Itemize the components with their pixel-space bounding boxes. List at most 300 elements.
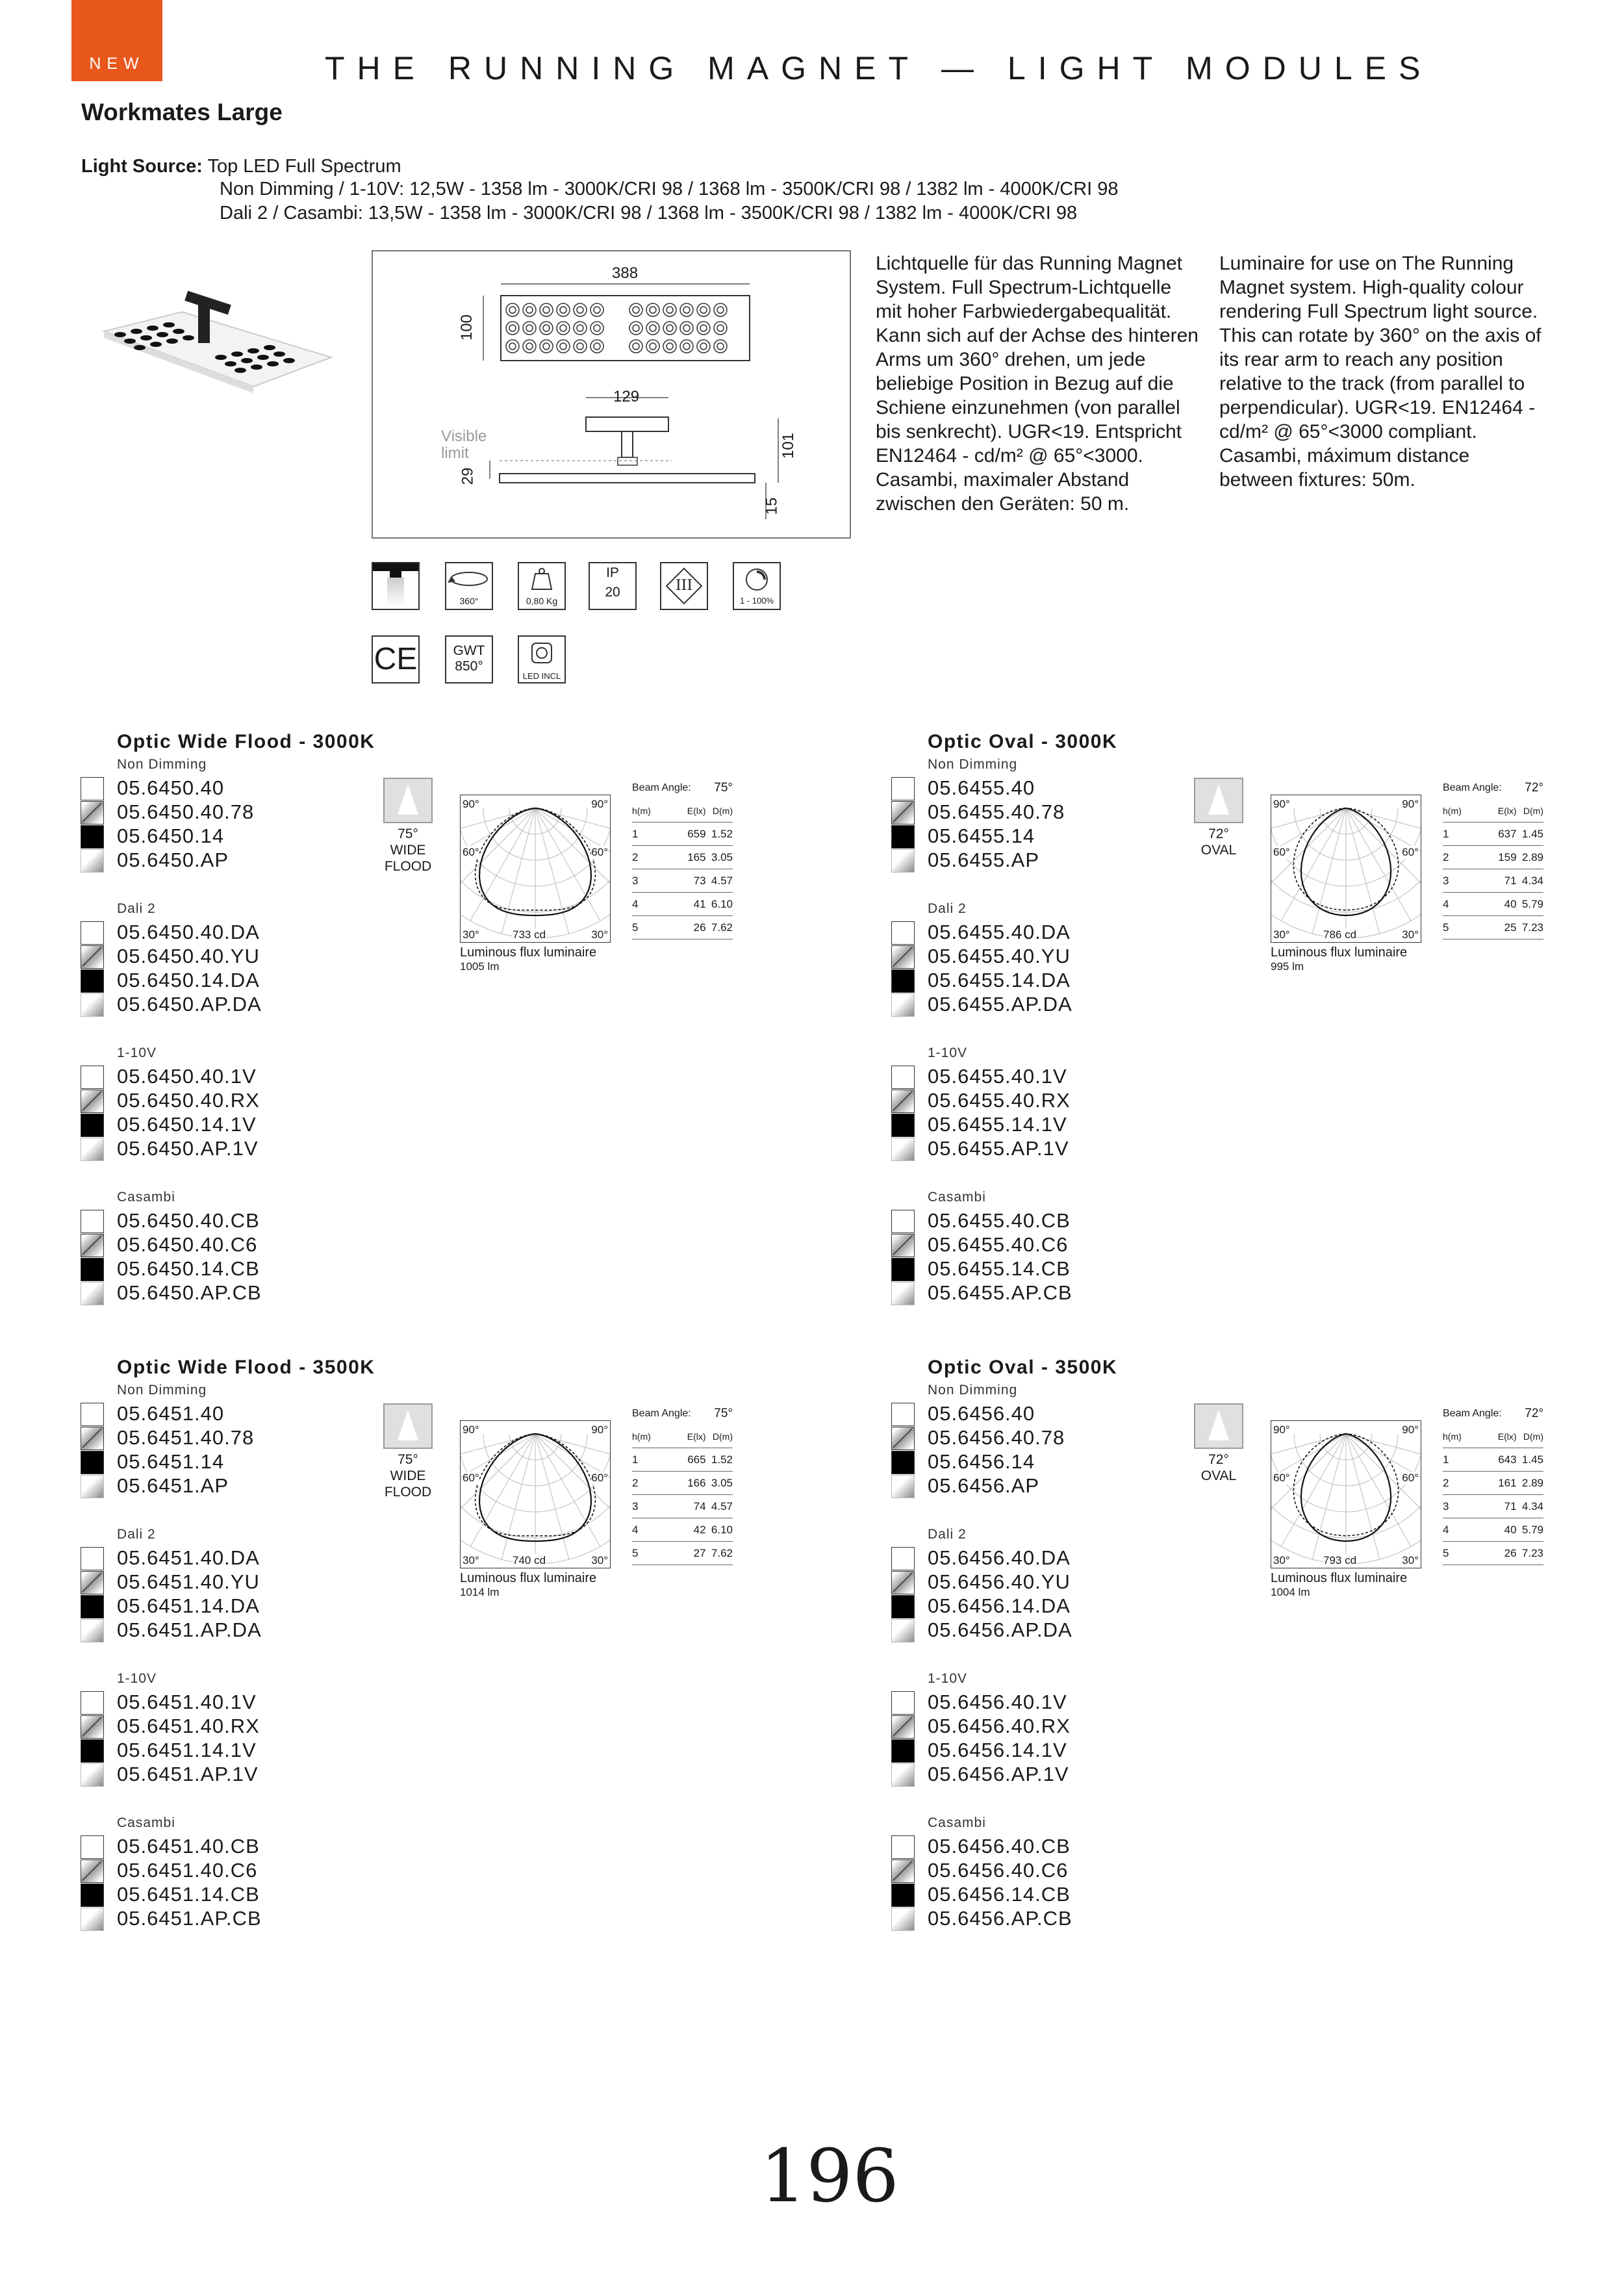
- beam-angle-label: Beam Angle:: [632, 1407, 691, 1419]
- beam-angle-value: 75°: [714, 780, 733, 795]
- finish-swatch-white: [891, 1691, 915, 1715]
- beam-table-row: [1443, 893, 1543, 916]
- beam-table-header: h(m): [632, 799, 669, 823]
- article-code: 05.6456.40.C6: [928, 1859, 1069, 1882]
- beam-table: [632, 776, 733, 939]
- beam-table-header: E(lx): [1480, 1425, 1517, 1448]
- article-code: 05.6451.40.1V: [117, 1691, 257, 1713]
- article-code: 05.6456.14.1V: [928, 1739, 1067, 1761]
- beam-table-cell: 165: [669, 846, 706, 869]
- polar-grid-ray: [535, 808, 610, 842]
- finish-swatch-grad: [81, 1908, 104, 1931]
- beam-table-cell: 2: [1443, 846, 1480, 869]
- luminous-flux: [1271, 945, 1407, 973]
- optic-label: [1180, 826, 1258, 858]
- article-code: 05.6451.40.78: [117, 1426, 255, 1449]
- finish-swatch-black: [81, 825, 104, 849]
- luminous-flux-label: Luminous flux luminaire: [1271, 945, 1408, 960]
- beam-table-cell: 2.89: [1517, 846, 1543, 869]
- finish-swatch-grad: [81, 1138, 104, 1161]
- article-code: 05.6451.40.CB: [117, 1835, 260, 1858]
- finish-swatch-black: [891, 1451, 915, 1474]
- luminous-flux: [460, 1571, 596, 1599]
- article-code: 05.6455.14.CB: [928, 1257, 1071, 1280]
- group-label: Dali 2: [117, 901, 156, 916]
- beam-table-cell: 3: [632, 869, 669, 893]
- gwt-value: 850°: [455, 659, 483, 674]
- beam-table-row: [1443, 1495, 1543, 1518]
- dim-arm: 129: [613, 388, 640, 405]
- article-code: 05.6456.40.RX: [928, 1715, 1071, 1737]
- article-code: 05.6455.40.RX: [928, 1089, 1071, 1112]
- optic-label: [1180, 1451, 1258, 1484]
- beam-table-cell: 1: [1443, 1448, 1480, 1472]
- article-code: 05.6450.40.YU: [117, 945, 260, 967]
- article-code: 05.6455.40: [928, 776, 1035, 799]
- article-code: 05.6450.40: [117, 776, 225, 799]
- finish-swatch-grad: [891, 1138, 915, 1161]
- finish-swatch-grad: [891, 1282, 915, 1305]
- beam-table-cell: 166: [669, 1472, 706, 1495]
- finish-swatch-chrome: [81, 1090, 104, 1113]
- article-code: 05.6455.14: [928, 824, 1035, 847]
- beam-table-cell: 73: [669, 869, 706, 893]
- optic-icon: [1194, 778, 1243, 823]
- beam-table-cell: 7.23: [1517, 916, 1543, 939]
- polar-diagram: [1271, 1420, 1421, 1568]
- polar-angle-30-left: 30°: [1273, 1554, 1290, 1566]
- beam-table-cell: 1: [1443, 823, 1480, 846]
- beam-angle-value: 72°: [1525, 780, 1543, 795]
- beam-table-cell: 6.10: [706, 893, 733, 916]
- article-code: 05.6456.14.DA: [928, 1594, 1071, 1617]
- polar-diagram-svg: [1271, 795, 1421, 941]
- article-code: 05.6456.40: [928, 1402, 1035, 1425]
- luminous-flux-label: Luminous flux luminaire: [460, 945, 597, 960]
- page-title: THE RUNNING MAGNET — LIGHT MODULES: [325, 50, 1433, 86]
- beam-table-cell: 3: [1443, 869, 1480, 893]
- finish-swatch-white: [81, 921, 104, 945]
- polar-diagram: [460, 795, 611, 943]
- beam-table-header: D(m): [1517, 1425, 1543, 1448]
- visible-limit-line1: Visible: [441, 428, 487, 445]
- finish-swatch-white: [891, 1066, 915, 1089]
- ip-label: IP: [606, 565, 619, 580]
- article-code: 05.6456.AP.DA: [928, 1618, 1072, 1641]
- article-code: 05.6450.14.1V: [117, 1113, 257, 1136]
- beam-table-row: [632, 1542, 733, 1565]
- finish-swatch-grad: [81, 1763, 104, 1787]
- polar-angle-30-right: 30°: [1402, 1554, 1419, 1566]
- beam-table-header: D(m): [1517, 799, 1543, 823]
- polar-diagram: [1271, 795, 1421, 943]
- article-code: 05.6450.AP.DA: [117, 993, 262, 1016]
- polar-angle-90-left: 90°: [463, 1424, 479, 1436]
- beam-table-cell: 659: [669, 823, 706, 846]
- article-code: 05.6451.40.YU: [117, 1570, 260, 1593]
- polar-angle-60-left: 60°: [1273, 1472, 1290, 1484]
- class-label: III: [675, 578, 693, 594]
- finish-swatch-black: [81, 1451, 104, 1474]
- beam-table-cell: 2: [632, 846, 669, 869]
- article-code: 05.6455.14.DA: [928, 969, 1071, 991]
- finish-swatch-black: [81, 1114, 104, 1137]
- finish-swatch-white: [891, 1547, 915, 1570]
- group-label: Dali 2: [117, 1527, 156, 1542]
- finish-swatch-white: [891, 1210, 915, 1233]
- finish-swatch-grad: [891, 1908, 915, 1931]
- gwt-icon: [445, 635, 493, 683]
- article-code: 05.6456.AP.1V: [928, 1763, 1069, 1785]
- finish-swatch-grad: [891, 1475, 915, 1498]
- finish-swatch-chrome: [81, 1427, 104, 1450]
- polar-diagram-svg: [1271, 1421, 1421, 1567]
- group-label: 1-10V: [928, 1671, 968, 1686]
- finish-swatch-white: [891, 1403, 915, 1426]
- dim-height: 100: [458, 314, 476, 341]
- finish-swatch-black: [891, 825, 915, 849]
- beam-table-cell: 1.52: [706, 823, 733, 846]
- beam-table-cell: 161: [1480, 1472, 1517, 1495]
- beam-table-cell: 1.45: [1517, 1448, 1543, 1472]
- luminous-flux: [1271, 1571, 1407, 1599]
- beam-table-cell: 4: [1443, 893, 1480, 916]
- finish-swatch-chrome: [891, 1715, 915, 1739]
- beam-table-cell: 7.62: [706, 1542, 733, 1565]
- beam-table-cell: 4.34: [1517, 1495, 1543, 1518]
- article-code: 05.6451.14.1V: [117, 1739, 257, 1761]
- rotate-label: 360°: [459, 596, 479, 606]
- beam-table-cell: 5.79: [1517, 1518, 1543, 1542]
- article-code: 05.6451.AP: [117, 1474, 229, 1497]
- finish-swatch-chrome: [81, 945, 104, 969]
- article-code: 05.6456.14.CB: [928, 1883, 1071, 1906]
- beam-table-header: E(lx): [1480, 799, 1517, 823]
- luminous-flux: [460, 945, 596, 973]
- finish-swatch-chrome: [891, 1090, 915, 1113]
- optic-degree: 75°: [398, 826, 418, 841]
- beam-table-header: h(m): [1443, 1425, 1480, 1448]
- beam-table-cell: 6.10: [706, 1518, 733, 1542]
- beam-table-cell: 1.45: [1517, 823, 1543, 846]
- beam-table-cell: 637: [1480, 823, 1517, 846]
- group-label: Non Dimming: [117, 1383, 207, 1398]
- article-code: 05.6455.40.C6: [928, 1233, 1069, 1256]
- beam-table-row: [1443, 869, 1543, 893]
- product-photo: [91, 286, 338, 409]
- polar-angle-90-left: 90°: [463, 798, 479, 810]
- polar-grid-ray: [461, 1434, 535, 1468]
- luminous-flux-value: 1005 lm: [460, 960, 500, 973]
- finish-swatch-chrome: [891, 1859, 915, 1883]
- beam-table-row: [632, 1448, 733, 1472]
- beam-table-cell: 2.89: [1517, 1472, 1543, 1495]
- beam-table-row: [632, 1518, 733, 1542]
- finish-swatch-grad: [891, 1619, 915, 1642]
- optic-name-2: FLOOD: [384, 1485, 432, 1500]
- beam-table-cell: 5: [632, 1542, 669, 1565]
- polar-angle-90-right: 90°: [591, 1424, 608, 1436]
- group-label: 1-10V: [928, 1045, 968, 1060]
- article-code: 05.6456.14: [928, 1450, 1035, 1473]
- beam-table-cell: 1: [632, 823, 669, 846]
- light-source-nondim: Non Dimming / 1-10V: 12,5W - 1358 lm - 3000K/CRI 98 / 1368 lm - 3500K/CRI 98 / 1382 lm - 4000K/CRI 98: [220, 179, 1119, 199]
- article-code: 05.6451.AP.DA: [117, 1618, 262, 1641]
- polar-grid-ray: [461, 808, 535, 842]
- article-code: 05.6450.14.CB: [117, 1257, 260, 1280]
- polar-angle-90-left: 90°: [1273, 1424, 1290, 1436]
- polar-angle-60-right: 60°: [1402, 846, 1419, 858]
- group-label: Dali 2: [928, 901, 967, 916]
- polar-max-intensity: 793 cd: [1323, 1554, 1357, 1566]
- article-code: 05.6450.AP.1V: [117, 1137, 259, 1160]
- finish-swatch-chrome: [891, 1427, 915, 1450]
- finish-swatch-black: [891, 969, 915, 993]
- finish-swatch-grad: [891, 993, 915, 1017]
- polar-diagram-svg: [461, 1421, 610, 1567]
- finish-swatch-white: [81, 777, 104, 800]
- beam-table-cell: 643: [1480, 1448, 1517, 1472]
- article-code: 05.6456.AP: [928, 1474, 1040, 1497]
- article-code: 05.6451.40.RX: [117, 1715, 260, 1737]
- finish-swatch-grad: [891, 1763, 915, 1787]
- beam-table-cell: 41: [669, 893, 706, 916]
- beam-table-row: [632, 823, 733, 846]
- luminous-flux-value: 995 lm: [1271, 960, 1304, 973]
- article-code: 05.6455.40.1V: [928, 1065, 1067, 1088]
- article-code: 05.6455.AP: [928, 849, 1040, 871]
- finish-swatch-black: [81, 1258, 104, 1281]
- article-code: 05.6450.40.78: [117, 800, 255, 823]
- article-code: 05.6450.40.1V: [117, 1065, 257, 1088]
- beam-angle-label: Beam Angle:: [1443, 1407, 1502, 1419]
- beam-table-cell: 4: [1443, 1518, 1480, 1542]
- beam-table-cell: 7.23: [1517, 1542, 1543, 1565]
- polar-diagram-svg: [461, 795, 610, 941]
- finish-swatch-chrome: [81, 1234, 104, 1257]
- beam-table-row: [1443, 823, 1543, 846]
- dim-offset: 29: [459, 467, 477, 485]
- section-title: Optic Oval - 3000K: [928, 731, 1118, 752]
- polar-max-intensity: 786 cd: [1323, 928, 1357, 941]
- beam-table-header: h(m): [632, 1425, 669, 1448]
- beam-angle-label: Beam Angle:: [632, 782, 691, 793]
- light-source: [81, 155, 401, 179]
- beam-table: [1443, 776, 1543, 939]
- beam-table-cell: 25: [1480, 916, 1517, 939]
- optic-icon: [383, 1403, 433, 1449]
- polar-max-intensity: 740 cd: [513, 1554, 546, 1566]
- article-code: 05.6455.40.78: [928, 800, 1065, 823]
- optic-name: OVAL: [1200, 843, 1237, 858]
- article-code: 05.6450.40.C6: [117, 1233, 258, 1256]
- article-code: 05.6450.40.DA: [117, 921, 260, 943]
- article-code: 05.6451.40.DA: [117, 1546, 260, 1569]
- beam-table: [1443, 1402, 1543, 1565]
- finish-swatch-grad: [81, 1619, 104, 1642]
- section-title: Optic Wide Flood - 3500K: [117, 1357, 375, 1378]
- article-code: 05.6456.40.YU: [928, 1570, 1071, 1593]
- article-code: 05.6455.14.1V: [928, 1113, 1067, 1136]
- light-source-dali: Dali 2 / Casambi: 13,5W - 1358 lm - 3000K/CRI 98 / 1368 lm - 3500K/CRI 98 / 1382 lm - 4000K/CRI 98: [220, 203, 1078, 224]
- dim-length: 388: [612, 264, 639, 282]
- finish-swatch-grad: [891, 849, 915, 873]
- visible-limit-line2: limit: [441, 444, 469, 462]
- article-code: 05.6456.40.DA: [928, 1546, 1071, 1569]
- finish-swatch-chrome: [81, 1715, 104, 1739]
- gwt-label: GWT: [453, 643, 485, 658]
- article-code: 05.6451.AP.CB: [117, 1907, 262, 1930]
- beam-table-row: [1443, 1448, 1543, 1472]
- beam-table-cell: 4: [632, 893, 669, 916]
- beam-table-cell: 7.62: [706, 916, 733, 939]
- optic-degree: 72°: [1208, 826, 1229, 841]
- group-label: 1-10V: [117, 1671, 157, 1686]
- optic-icon: [383, 778, 433, 823]
- group-label: Casambi: [928, 1815, 986, 1830]
- polar-angle-30-left: 30°: [463, 928, 479, 941]
- finish-swatch-chrome: [891, 945, 915, 969]
- weight-label: 0,80 Kg: [526, 596, 558, 606]
- article-code: 05.6451.40: [117, 1402, 225, 1425]
- optic-name: WIDE: [390, 1468, 426, 1483]
- article-code: 05.6450.40.RX: [117, 1089, 260, 1112]
- section-title: Optic Oval - 3500K: [928, 1357, 1118, 1378]
- beam-table-cell: 27: [669, 1542, 706, 1565]
- dim-thick: 15: [763, 497, 781, 515]
- description-de: Lichtquelle für das Running Magnet System. Full Spectrum-Lichtquelle mit hoher Farbwiedergabequalität. Kann sich auf der Achse des hinteren Arms um 360° drehen, um jede beliebige Position in Bezug auf die Schiene einzunehmen (von parallel bis senkrecht). UGR<19. Entspricht EN12464 - cd/m² @ 65°<3000. Casambi, maximaler Abstand zwischen den Geräten: 50 m.: [876, 253, 1199, 515]
- beam-table-row: [632, 916, 733, 939]
- finish-swatch-grad: [81, 993, 104, 1017]
- article-code: 05.6450.14.DA: [117, 969, 260, 991]
- finish-swatch-chrome: [891, 1234, 915, 1257]
- technical-drawing-svg: [373, 251, 850, 537]
- article-code: 05.6456.AP.CB: [928, 1907, 1072, 1930]
- article-code: 05.6455.40.CB: [928, 1209, 1071, 1232]
- optic-degree: 75°: [398, 1452, 418, 1467]
- beam-table-cell: 26: [1480, 1542, 1517, 1565]
- beam-angle-value: 75°: [714, 1406, 733, 1420]
- article-code: 05.6451.AP.1V: [117, 1763, 259, 1785]
- beam-table-cell: 74: [669, 1495, 706, 1518]
- optic-name-2: FLOOD: [384, 859, 432, 874]
- luminous-flux-value: 1014 lm: [460, 1586, 500, 1598]
- optic-icon: [1194, 1403, 1243, 1449]
- beam-table-row: [1443, 916, 1543, 939]
- finish-swatch-grad: [81, 1475, 104, 1498]
- finish-swatch-black: [81, 1739, 104, 1763]
- polar-angle-90-left: 90°: [1273, 798, 1290, 810]
- description-en: Luminaire for use on The Running Magnet system. High-quality colour rendering Full Spectrum light source. This can rotate by 360° on the axis of its rear arm to reach any position relative to the track (from parallel to perpendicular). UGR<19. EN12464 - cd/m² @ 65°<3000 compliant. Casambi, máximum distance between fixtures: 50m.: [1219, 253, 1542, 491]
- group-label: Non Dimming: [117, 757, 207, 772]
- finish-swatch-white: [891, 1835, 915, 1859]
- beam-table-cell: 5.79: [1517, 893, 1543, 916]
- luminous-flux-value: 1004 lm: [1271, 1586, 1310, 1598]
- finish-swatch-black: [81, 1595, 104, 1618]
- article-code: 05.6455.AP.CB: [928, 1281, 1072, 1304]
- beam-table-cell: 40: [1480, 1518, 1517, 1542]
- optic-name: WIDE: [390, 843, 426, 858]
- beam-table-row: [632, 1472, 733, 1495]
- article-code: 05.6451.14: [117, 1450, 225, 1473]
- group-label: 1-10V: [117, 1045, 157, 1060]
- technical-drawing: [372, 250, 851, 539]
- beam-table-cell: 4.57: [706, 1495, 733, 1518]
- article-code: 05.6456.40.78: [928, 1426, 1065, 1449]
- article-code: 05.6455.40.DA: [928, 921, 1071, 943]
- beam-table-cell: 2: [632, 1472, 669, 1495]
- beam-table-cell: 40: [1480, 893, 1517, 916]
- beam-table-cell: 5: [632, 916, 669, 939]
- finish-swatch-white: [891, 921, 915, 945]
- ce-mark-icon: CE: [372, 635, 420, 683]
- article-code: 05.6450.AP.CB: [117, 1281, 262, 1304]
- polar-angle-60-right: 60°: [591, 1472, 608, 1484]
- beam-angle-value: 72°: [1525, 1406, 1543, 1420]
- beam-table: [632, 1402, 733, 1565]
- rotate-360-icon: [445, 562, 493, 610]
- luminous-flux-label: Luminous flux luminaire: [460, 1571, 597, 1585]
- optic-label: [369, 1451, 447, 1500]
- beam-table-cell: 159: [1480, 846, 1517, 869]
- optic-name: OVAL: [1200, 1468, 1237, 1483]
- finish-swatch-chrome: [891, 1571, 915, 1594]
- polar-angle-60-left: 60°: [463, 1472, 479, 1484]
- light-source-label: Light Source:: [81, 156, 203, 177]
- beam-table-cell: 5: [1443, 1542, 1480, 1565]
- group-label: Casambi: [117, 1190, 175, 1205]
- polar-angle-30-right: 30°: [591, 1554, 608, 1566]
- beam-table-row: [1443, 1542, 1543, 1565]
- finish-swatch-white: [81, 1066, 104, 1089]
- polar-angle-60-left: 60°: [1273, 846, 1290, 858]
- beam-table-header: h(m): [1443, 799, 1480, 823]
- finish-swatch-chrome: [891, 801, 915, 824]
- beam-table-header: D(m): [706, 799, 733, 823]
- finish-swatch-white: [81, 1547, 104, 1570]
- page-number: 196: [760, 2134, 899, 2219]
- polar-grid-ray: [535, 1434, 610, 1468]
- new-badge: NEW: [71, 0, 162, 81]
- finish-swatch-white: [81, 1210, 104, 1233]
- polar-angle-90-right: 90°: [1402, 798, 1419, 810]
- weight-icon: [518, 562, 566, 610]
- finish-swatch-white: [891, 777, 915, 800]
- article-code: 05.6456.40.1V: [928, 1691, 1067, 1713]
- beam-table-row: [1443, 1472, 1543, 1495]
- beam-table-cell: 4.57: [706, 869, 733, 893]
- polar-angle-30-left: 30°: [1273, 928, 1290, 941]
- beam-table-cell: 4.34: [1517, 869, 1543, 893]
- beam-table-row: [1443, 1518, 1543, 1542]
- article-code: 05.6455.40.YU: [928, 945, 1071, 967]
- finish-swatch-grad: [81, 849, 104, 873]
- finish-swatch-black: [891, 1884, 915, 1907]
- polar-angle-60-left: 60°: [463, 846, 479, 858]
- finish-swatch-white: [81, 1403, 104, 1426]
- polar-max-intensity: 733 cd: [513, 928, 546, 941]
- article-code: 05.6451.14.CB: [117, 1883, 260, 1906]
- dimming-label: 1 - 100%: [739, 596, 774, 606]
- beam-table-cell: 71: [1480, 869, 1517, 893]
- led-included-icon: [518, 635, 566, 683]
- ip-rating-icon: [589, 562, 637, 610]
- beam-table-cell: 42: [669, 1518, 706, 1542]
- finish-swatch-black: [81, 1884, 104, 1907]
- finish-swatch-chrome: [81, 801, 104, 824]
- polar-angle-60-right: 60°: [591, 846, 608, 858]
- beam-table-cell: 26: [669, 916, 706, 939]
